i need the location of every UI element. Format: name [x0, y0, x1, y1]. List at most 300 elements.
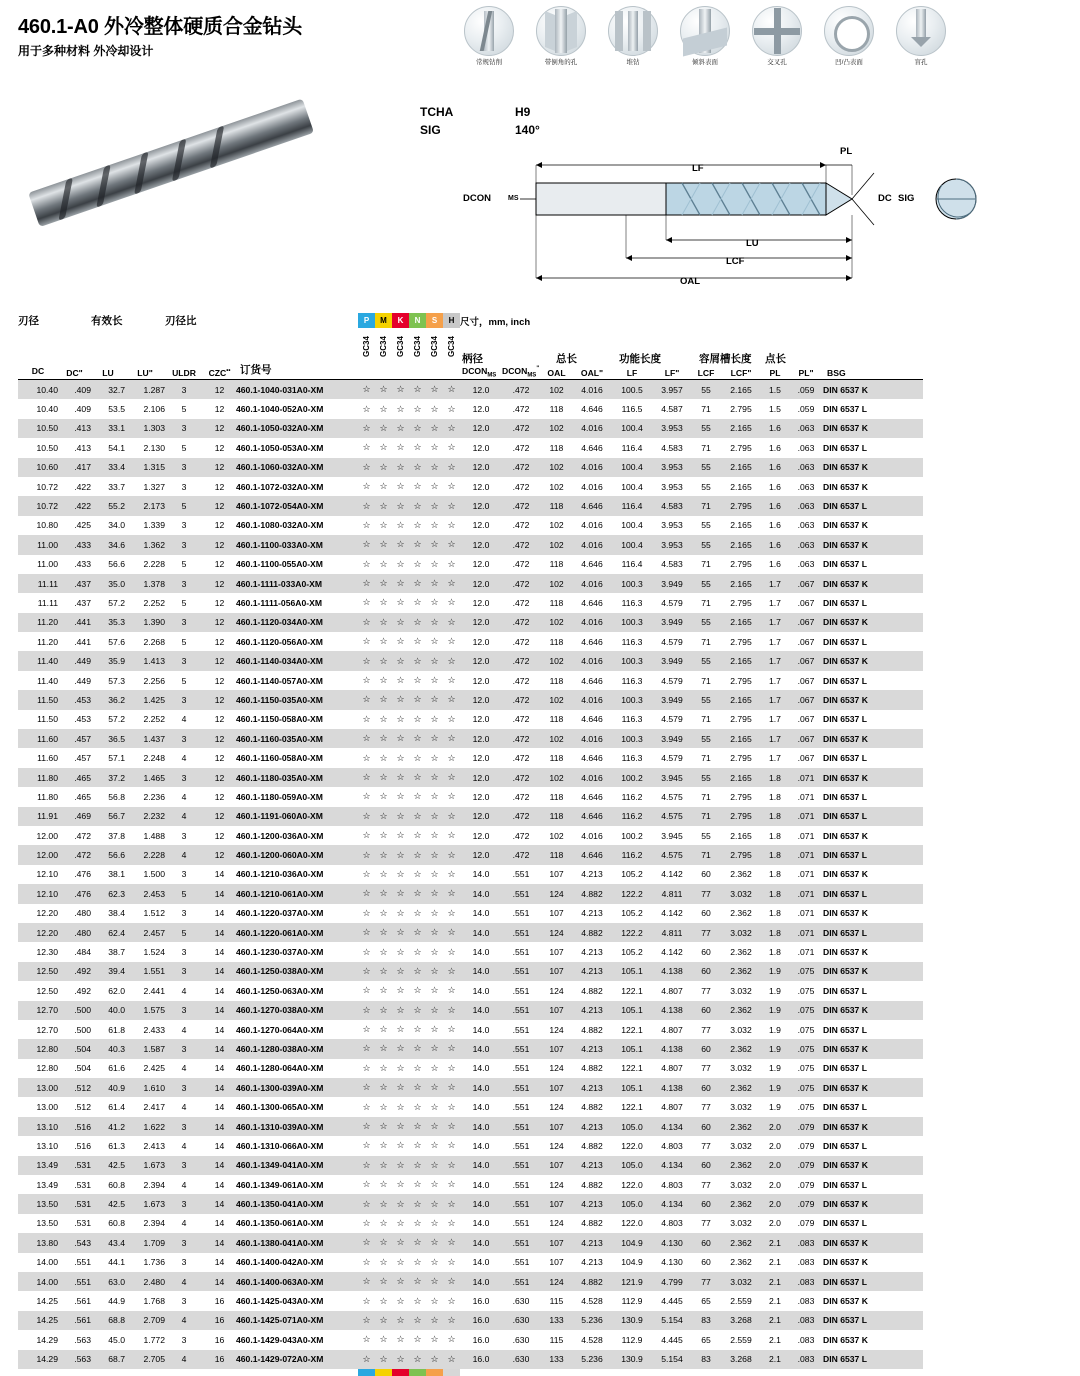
cell-lf-inch: 3.949: [661, 578, 683, 589]
cell-pl-inch: .079: [797, 1218, 815, 1229]
app-icon-caption: 堆钻: [626, 59, 640, 66]
cell-grade-star: ☆: [362, 791, 371, 802]
app-icon-caption: 带倒角的孔: [544, 59, 578, 66]
drill-body: [28, 99, 314, 227]
cell-grade-star: ☆: [413, 830, 422, 841]
cell-lf-inch: 3.949: [661, 617, 683, 628]
cell-czc: 12: [214, 714, 225, 725]
cell-oal: 102: [549, 520, 564, 531]
table-row[interactable]: [18, 768, 923, 787]
cell-grade-star: ☆: [430, 965, 439, 976]
cell-lf: 116.2: [621, 811, 643, 822]
table-row[interactable]: [18, 710, 923, 729]
page-header: [18, 10, 302, 59]
cell-oal: 107: [549, 1043, 564, 1054]
cell-dcon: 12.0: [472, 675, 490, 686]
cell-dc-inch: .480: [74, 908, 91, 919]
cell-dc-inch: .531: [74, 1218, 91, 1229]
cell-lu-inch: 1.709: [143, 1237, 165, 1248]
cell-grade-star: ☆: [447, 810, 456, 821]
cell-lu: 63.0: [108, 1276, 125, 1287]
spec-list: [420, 105, 540, 141]
table-row[interactable]: [18, 690, 923, 709]
cell-grade-star: ☆: [396, 830, 405, 841]
cell-oal-inch: 4.213: [581, 1121, 603, 1132]
cell-grade-star: ☆: [447, 713, 456, 724]
cell-dc-inch: .425: [74, 520, 91, 531]
cell-grade-star: ☆: [396, 539, 405, 550]
table-group-header-row: [18, 313, 923, 328]
cell-pl: 2.1: [769, 1315, 781, 1326]
cell-oal: 124: [549, 985, 564, 996]
table-row[interactable]: [18, 923, 923, 942]
table-row[interactable]: [18, 865, 923, 884]
table-row[interactable]: [18, 1156, 923, 1175]
cell-lcf: 83: [701, 1354, 711, 1365]
cell-grade-star: ☆: [379, 1198, 388, 1209]
table-row[interactable]: [18, 535, 923, 554]
cell-grade-star: ☆: [379, 403, 388, 414]
cell-lf: 116.3: [621, 597, 643, 608]
cell-uldr: 3: [181, 539, 187, 550]
cell-grade-star: ☆: [362, 1140, 371, 1151]
cell-oal-inch: 4.882: [581, 1218, 603, 1229]
table-row[interactable]: [18, 1039, 923, 1058]
cell-grade-star: ☆: [396, 1314, 405, 1325]
table-row[interactable]: [18, 574, 923, 593]
cell-grade-star: ☆: [362, 597, 371, 608]
cell-uldr: 5: [181, 888, 187, 899]
table-row[interactable]: [18, 1214, 923, 1233]
cell-lcf-inch: 2.795: [730, 559, 752, 570]
cell-dcon-inch: .551: [512, 1005, 530, 1016]
cell-lu: 53.5: [108, 404, 125, 415]
cell-lcf: 60: [701, 1257, 711, 1268]
cell-dcon: 12.0: [472, 733, 490, 744]
grade-k: GC34: [396, 336, 405, 358]
table-row[interactable]: [18, 904, 923, 923]
cell-uldr: 3: [181, 1334, 187, 1345]
cell-grade-star: ☆: [396, 500, 405, 511]
table-row[interactable]: [18, 787, 923, 806]
cell-pl-inch: .083: [797, 1276, 815, 1287]
spec-value: H9: [515, 105, 531, 119]
cell-oal-inch: 4.016: [581, 578, 603, 589]
cell-dcon: 12.0: [472, 656, 490, 667]
cell-pl-inch: .075: [797, 985, 815, 996]
stack-drilling-icon: [608, 6, 658, 56]
cell-dcon-inch: .551: [512, 1179, 530, 1190]
cell-dc-inch: .500: [74, 1024, 91, 1035]
cell-pl: 2.0: [769, 1140, 781, 1151]
col-dc: DC: [31, 366, 45, 376]
cell-grade-star: ☆: [396, 907, 405, 918]
cell-grade-star: ☆: [413, 655, 422, 666]
cell-lcf-inch: 2.795: [730, 501, 752, 512]
cell-uldr: 3: [181, 733, 187, 744]
cell-grade-star: ☆: [413, 481, 422, 492]
cell-grade-star: ☆: [379, 1043, 388, 1054]
cell-pl: 1.6: [769, 520, 781, 531]
cell-lcf: 55: [701, 481, 711, 492]
cell-oal: 107: [549, 908, 564, 919]
cell-grade-star: ☆: [362, 500, 371, 511]
cell-grade-star: ☆: [396, 1237, 405, 1248]
cell-grade-star: ☆: [413, 791, 422, 802]
cell-grade-star: ☆: [430, 1062, 439, 1073]
cell-uldr: 3: [181, 384, 187, 395]
table-row[interactable]: [18, 1194, 923, 1213]
cell-lu-inch: 1.339: [143, 520, 165, 531]
cell-grade-star: ☆: [447, 1276, 456, 1287]
cell-lu: 33.1: [108, 423, 125, 434]
table-row[interactable]: [18, 1078, 923, 1097]
cell-uldr: 3: [181, 462, 187, 473]
cell-oal: 118: [549, 404, 564, 415]
table-row[interactable]: [18, 1097, 923, 1116]
cell-uldr: 5: [181, 501, 187, 512]
cell-lu-inch: 1.673: [143, 1199, 165, 1210]
spec-key: TCHA: [420, 105, 454, 119]
cell-dc-inch: .504: [74, 1043, 91, 1054]
cell-lu: 68.7: [108, 1354, 125, 1365]
cell-grade-star: ☆: [430, 675, 439, 686]
cell-dcon: 12.0: [472, 617, 490, 628]
cell-oal: 118: [549, 501, 564, 512]
cell-oal: 118: [549, 811, 564, 822]
cell-order-number: 460.1-1191-060A0-XM: [236, 811, 323, 822]
cell-lf: 100.5: [621, 384, 643, 395]
table-row[interactable]: [18, 1253, 923, 1272]
material-header-m: M: [375, 313, 392, 328]
cell-oal-inch: 4.646: [581, 442, 603, 453]
table-row[interactable]: [18, 1001, 923, 1020]
table-row[interactable]: [18, 1330, 923, 1349]
table-row[interactable]: [18, 1117, 923, 1136]
cell-lcf-inch: 2.362: [730, 1237, 752, 1248]
cell-lf-inch: 4.138: [661, 1005, 683, 1016]
cell-grade-star: ☆: [413, 636, 422, 647]
cell-order-number: 460.1-1050-032A0-XM: [236, 423, 324, 434]
app-icon-cross-hole: [748, 6, 806, 66]
col-order-number: 订货号: [240, 364, 272, 376]
table-row[interactable]: [18, 748, 923, 767]
cell-lcf: 71: [701, 714, 711, 725]
cell-lf-inch: 4.807: [661, 1063, 683, 1074]
app-icon-chamfered-hole: [532, 6, 590, 66]
table-row[interactable]: [18, 1059, 923, 1078]
cell-pl-inch: .079: [797, 1160, 815, 1171]
table-row[interactable]: [18, 555, 923, 574]
cell-dc: 11.60: [37, 733, 58, 744]
cell-grade-star: ☆: [430, 752, 439, 763]
cell-grade-star: ☆: [379, 1256, 388, 1267]
cell-lf-inch: 4.583: [661, 501, 683, 512]
cell-grade-star: ☆: [430, 539, 439, 550]
cell-bsg: DIN 6537 L: [823, 1063, 867, 1074]
cell-grade-star: ☆: [379, 965, 388, 976]
cell-oal-inch: 4.213: [581, 1199, 603, 1210]
cell-lu-inch: 1.512: [143, 908, 165, 919]
cell-lf: 105.1: [621, 1005, 643, 1016]
cell-dc-inch: .472: [74, 830, 91, 841]
cell-dcon-inch: .472: [512, 481, 530, 492]
cell-oal-inch: 4.646: [581, 559, 603, 570]
cell-lf: 130.9: [621, 1315, 643, 1326]
group-dc: 刃径: [18, 315, 39, 327]
table-row[interactable]: [18, 632, 923, 651]
cell-grade-star: ☆: [413, 965, 422, 976]
cell-lf-inch: 4.803: [661, 1140, 683, 1151]
cell-lcf: 55: [701, 423, 711, 434]
cell-lcf: 55: [701, 617, 711, 628]
cell-uldr: 3: [181, 908, 187, 919]
cell-lf: 122.0: [621, 1218, 643, 1229]
cell-dc-inch: .417: [74, 462, 91, 473]
table-row[interactable]: [18, 1272, 923, 1291]
cell-grade-star: ☆: [447, 500, 456, 511]
cell-dcon-inch: .472: [512, 830, 530, 841]
table-row[interactable]: [18, 942, 923, 961]
cell-grade-star: ☆: [362, 868, 371, 879]
cell-oal-inch: 4.882: [581, 927, 603, 938]
cell-pl: 1.8: [769, 908, 781, 919]
cell-dcon-inch: .472: [512, 404, 530, 415]
cell-pl-inch: .075: [797, 966, 815, 977]
cell-oal-inch: 4.016: [581, 423, 603, 434]
cell-lu: 56.8: [108, 791, 125, 802]
table-row[interactable]: [18, 438, 923, 457]
cell-oal: 118: [549, 636, 564, 647]
cell-grade-star: ☆: [447, 539, 456, 550]
cell-dcon-inch: .551: [512, 1237, 530, 1248]
cell-oal-inch: 5.236: [581, 1315, 603, 1326]
cell-dcon-inch: .551: [512, 1102, 530, 1113]
cell-pl: 1.7: [769, 656, 781, 667]
cell-grade-star: ☆: [379, 1314, 388, 1325]
cell-grade-star: ☆: [396, 558, 405, 569]
cell-grade-star: ☆: [379, 1121, 388, 1132]
cell-lu-inch: 2.394: [143, 1218, 165, 1229]
cell-lf: 105.0: [621, 1121, 643, 1132]
cell-dc-inch: .512: [74, 1082, 91, 1093]
cell-dc: 10.72: [36, 501, 58, 512]
cell-grade-star: ☆: [447, 849, 456, 860]
cell-oal: 118: [549, 559, 564, 570]
cell-bsg: DIN 6537 K: [823, 694, 868, 705]
cell-pl-inch: .071: [797, 927, 815, 938]
cell-lcf: 77: [701, 985, 711, 996]
cell-lu: 37.8: [108, 830, 125, 841]
cell-grade-star: ☆: [362, 578, 371, 589]
cell-grade-star: ☆: [447, 1159, 456, 1170]
table-row[interactable]: [18, 458, 923, 477]
cell-pl-inch: .071: [797, 830, 815, 841]
cell-uldr: 4: [181, 791, 187, 802]
table-row[interactable]: [18, 516, 923, 535]
cell-lu: 60.8: [108, 1218, 125, 1229]
cell-order-number: 460.1-1140-057A0-XM: [236, 675, 323, 686]
cell-grade-star: ☆: [430, 558, 439, 569]
app-icon-caption: 倾斜表面: [692, 59, 718, 66]
cell-uldr: 3: [181, 423, 187, 434]
app-icon-standard-drilling: [460, 6, 518, 66]
cell-lf: 112.9: [621, 1296, 643, 1307]
cell-lf-inch: 4.138: [661, 1082, 683, 1093]
table-row[interactable]: [18, 1136, 923, 1155]
cell-order-number: 460.1-1040-052A0-XM: [236, 404, 324, 415]
cell-oal-inch: 4.882: [581, 1102, 603, 1113]
cell-grade-star: ☆: [379, 655, 388, 666]
cell-oal: 107: [549, 869, 564, 880]
cell-grade-star: ☆: [430, 1295, 439, 1306]
cell-pl: 1.7: [769, 597, 781, 608]
cell-bsg: DIN 6537 L: [823, 888, 867, 899]
cell-pl: 2.0: [769, 1218, 781, 1229]
cell-grade-star: ☆: [430, 461, 439, 472]
table-row[interactable]: [18, 1020, 923, 1039]
cell-dc-inch: .441: [74, 617, 91, 628]
cell-pl-inch: .083: [797, 1296, 815, 1307]
cell-lf: 122.2: [621, 927, 643, 938]
cell-bsg: DIN 6537 K: [823, 423, 868, 434]
table-row[interactable]: [18, 845, 923, 864]
cell-bsg: DIN 6537 K: [823, 908, 868, 919]
cell-dc: 11.20: [37, 636, 58, 647]
cell-lcf: 55: [701, 772, 711, 783]
cell-grade-star: ☆: [430, 810, 439, 821]
cell-grade-star: ☆: [430, 1198, 439, 1209]
cell-dc: 11.20: [37, 617, 58, 628]
cell-dcon-inch: .472: [512, 501, 530, 512]
cell-lu-inch: 1.772: [143, 1334, 165, 1345]
cell-lcf: 71: [701, 597, 711, 608]
cell-order-number: 460.1-1220-061A0-XM: [236, 927, 324, 938]
cell-grade-star: ☆: [379, 1082, 388, 1093]
table-row[interactable]: [18, 884, 923, 903]
cell-lu: 40.0: [108, 1005, 125, 1016]
cell-grade-star: ☆: [379, 830, 388, 841]
table-row[interactable]: [18, 807, 923, 826]
table-row[interactable]: [18, 1175, 923, 1194]
cell-oal-inch: 4.213: [581, 1160, 603, 1171]
table-row[interactable]: [18, 1291, 923, 1310]
cell-dc-inch: .531: [74, 1160, 91, 1171]
cell-grade-star: ☆: [430, 946, 439, 957]
cell-dcon: 12.0: [472, 850, 490, 861]
cell-dcon: 14.0: [472, 1140, 490, 1151]
footer-color-k: [392, 1369, 409, 1376]
cell-grade-star: ☆: [379, 810, 388, 821]
table-row[interactable]: [18, 962, 923, 981]
material-header-p: P: [358, 313, 375, 328]
cell-dc-inch: .531: [74, 1199, 91, 1210]
cell-lcf: 55: [701, 694, 711, 705]
table-row[interactable]: [18, 593, 923, 612]
cell-oal: 107: [549, 1199, 564, 1210]
cell-lcf: 71: [701, 501, 711, 512]
table-row[interactable]: [18, 419, 923, 438]
table-row[interactable]: [18, 981, 923, 1000]
cell-dc: 11.60: [37, 753, 58, 764]
cell-dc-inch: .504: [74, 1063, 91, 1074]
cell-lcf-inch: 2.362: [730, 1257, 752, 1268]
cell-order-number: 460.1-1280-064A0-XM: [236, 1063, 324, 1074]
cell-grade-star: ☆: [379, 791, 388, 802]
table-row[interactable]: [18, 1233, 923, 1252]
cell-grade-star: ☆: [396, 1004, 405, 1015]
cell-lf: 116.5: [621, 404, 643, 415]
grade-p: GC34: [362, 336, 371, 358]
cell-czc: 12: [214, 501, 225, 512]
cell-oal: 107: [549, 1121, 564, 1132]
cell-pl: 1.7: [769, 694, 781, 705]
cell-grade-star: ☆: [396, 791, 405, 802]
cell-grade-star: ☆: [413, 1024, 422, 1035]
cell-dcon-inch: .551: [512, 985, 530, 996]
table-row[interactable]: [18, 380, 923, 400]
cell-grade-star: ☆: [430, 500, 439, 511]
cell-grade-star: ☆: [413, 1314, 422, 1325]
cell-grade-star: ☆: [413, 1140, 422, 1151]
cell-pl: 1.5: [769, 404, 781, 415]
table-row[interactable]: [18, 1350, 923, 1369]
table-row[interactable]: [18, 399, 923, 418]
table-row[interactable]: [18, 613, 923, 632]
cell-dc-inch: .409: [74, 404, 91, 415]
col-lu: LU: [102, 367, 114, 378]
cell-dc: 12.00: [36, 830, 58, 841]
cell-lf: 116.3: [621, 675, 643, 686]
cell-pl-inch: .079: [797, 1199, 815, 1210]
table-row[interactable]: [18, 729, 923, 748]
cell-oal: 107: [549, 1005, 564, 1016]
cell-grade-star: ☆: [447, 1082, 456, 1093]
cell-lu: 57.3: [108, 675, 125, 686]
cell-grade-star: ☆: [396, 519, 405, 530]
cell-lcf-inch: 2.165: [730, 520, 752, 531]
cell-lcf: 60: [701, 1005, 711, 1016]
table-row[interactable]: [18, 477, 923, 496]
cell-grade-star: ☆: [447, 1004, 456, 1015]
cell-oal-inch: 4.528: [581, 1296, 603, 1307]
cell-grade-star: ☆: [430, 1101, 439, 1112]
cell-pl: 1.7: [769, 714, 781, 725]
cell-grade-star: ☆: [396, 481, 405, 492]
cell-lu: 38.1: [108, 869, 125, 880]
cell-grade-star: ☆: [430, 636, 439, 647]
table-row[interactable]: [18, 671, 923, 690]
cell-oal-inch: 4.646: [581, 791, 603, 802]
cell-order-number: 460.1-1380-041A0-XM: [236, 1237, 324, 1248]
table-row[interactable]: [18, 826, 923, 845]
cell-oal-inch: 4.882: [581, 985, 603, 996]
cell-lu-inch: 1.587: [143, 1043, 165, 1054]
table-row[interactable]: [18, 496, 923, 515]
cell-lf: 116.2: [621, 850, 643, 861]
cell-oal-inch: 5.236: [581, 1354, 603, 1365]
table-row[interactable]: [18, 1311, 923, 1330]
cell-grade-star: ☆: [447, 1024, 456, 1035]
cell-pl: 2.0: [769, 1160, 781, 1171]
table-row[interactable]: [18, 651, 923, 670]
cell-lcf: 77: [701, 1140, 711, 1151]
cell-uldr: 4: [181, 1140, 187, 1151]
cell-lf-inch: 4.575: [661, 811, 683, 822]
cell-czc: 14: [214, 1237, 225, 1248]
cell-lu: 37.2: [108, 772, 125, 783]
cell-grade-star: ☆: [396, 946, 405, 957]
